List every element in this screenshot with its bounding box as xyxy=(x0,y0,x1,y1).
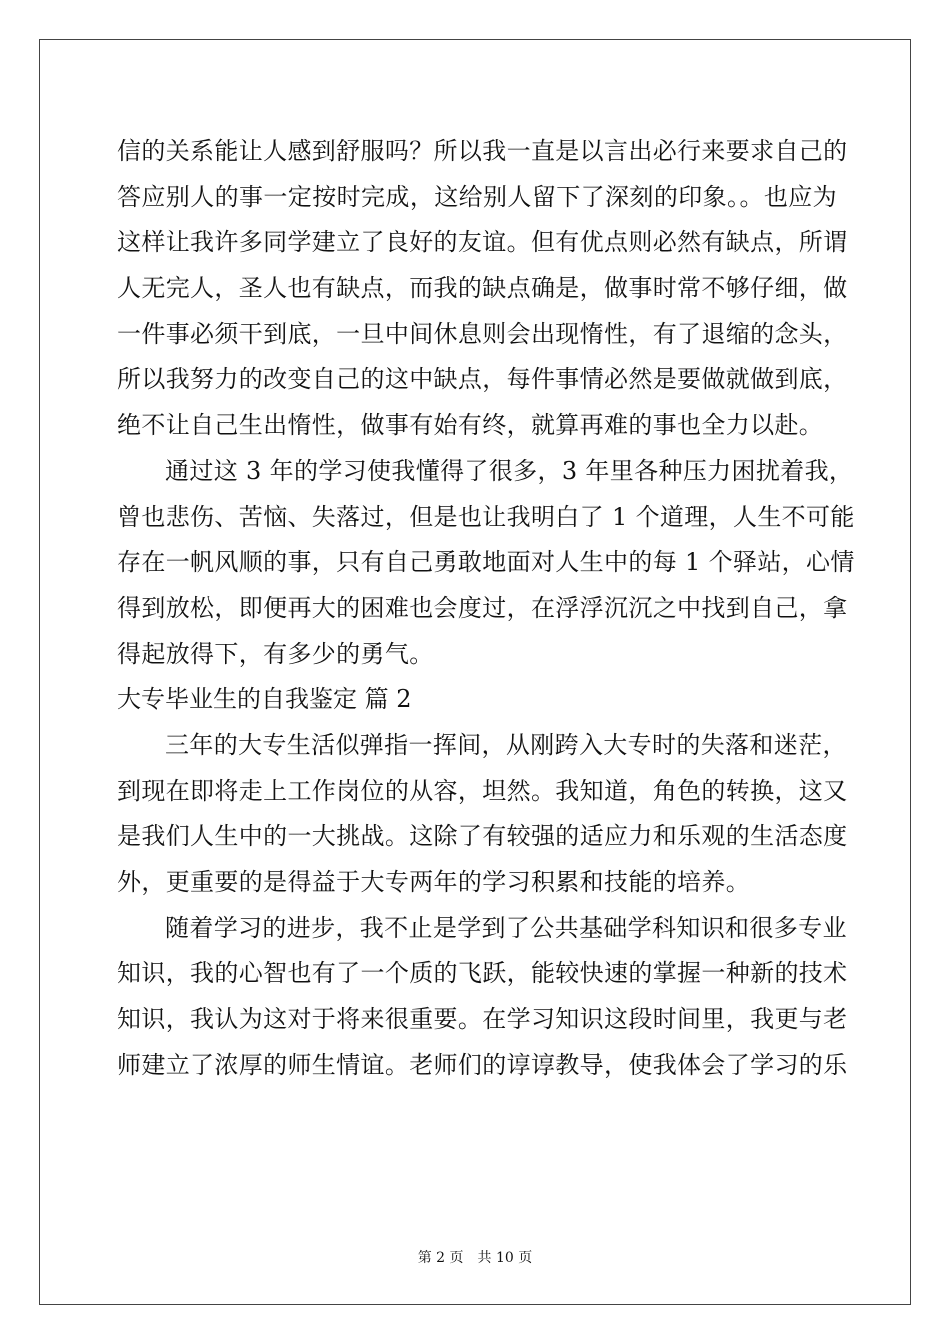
paragraph-first-line: 随着学习的进步，我不止是学到了公共基础学科知识和很多专业 xyxy=(165,913,847,942)
page-total: 共 10 页 xyxy=(477,1250,533,1266)
text-line: 知识，我的心智也有了一个质的飞跃，能较快速的掌握一种新的技术 xyxy=(117,959,848,988)
paragraph-first-line: 三年的大专生活似弹指一挥间，从刚跨入大专时的失落和迷茫， xyxy=(165,730,847,759)
text-line: 到现在即将走上工作岗位的从容，坦然。我知道，角色的转换，这又 xyxy=(117,776,848,805)
text-line: 一件事必须干到底，一旦中间休息则会出现惰性，有了退缩的念头， xyxy=(117,319,848,348)
text-line: 外，更重要的是得益于大专两年的学习积累和技能的培养。 xyxy=(117,868,751,896)
document-body xyxy=(117,129,855,1088)
text-line: 所以我努力的改变自己的这中缺点，每件事情必然是要做就做到底， xyxy=(117,365,848,394)
text-line: 存在一帆风顺的事，只有自己勇敢地面对人生中的每 1 个驿站，心情 xyxy=(117,548,855,577)
text-line: 知识，我认为这对于将来很重要。在学习知识这段时间里，我更与老 xyxy=(117,1005,848,1034)
page-number: 第 2 页 xyxy=(417,1250,464,1266)
text-line: 绝不让自己生出惰性，做事有始有终，就算再难的事也全力以赴。 xyxy=(117,411,824,440)
section-heading: 大专毕业生的自我鉴定 篇 2 xyxy=(117,685,412,714)
text-line: 是我们人生中的一大挑战。这除了有较强的适应力和乐观的生活态度 xyxy=(117,822,848,851)
paragraph-first-line: 通过这 3 年的学习使我懂得了很多，3 年里各种压力困扰着我， xyxy=(165,456,854,485)
text-line: 信的关系能让人感到舒服吗？所以我一直是以言出必行来要求自己的 xyxy=(117,137,848,165)
text-line: 人无完人，圣人也有缺点，而我的缺点确是，做事时常不够仔细，做 xyxy=(117,274,848,303)
text-line: 曾也悲伤、苦恼、失落过，但是也让我明白了 1 个道理，人生不可能 xyxy=(117,502,855,531)
text-line: 这样让我许多同学建立了良好的友谊。但有优点则必然有缺点，所谓 xyxy=(117,228,848,257)
text-line: 得起放得下，有多少的勇气。 xyxy=(117,639,434,668)
text-line: 答应别人的事一定按时完成，这给别人留下了深刻的印象。。也应为 xyxy=(117,182,837,211)
text-line: 师建立了浓厚的师生情谊。老师们的谆谆教导，使我体会了学习的乐 xyxy=(117,1050,848,1079)
text-line: 得到放松，即便再大的困难也会度过，在浮浮沉沉之中找到自己，拿 xyxy=(117,593,848,622)
page-footer xyxy=(0,1247,950,1267)
